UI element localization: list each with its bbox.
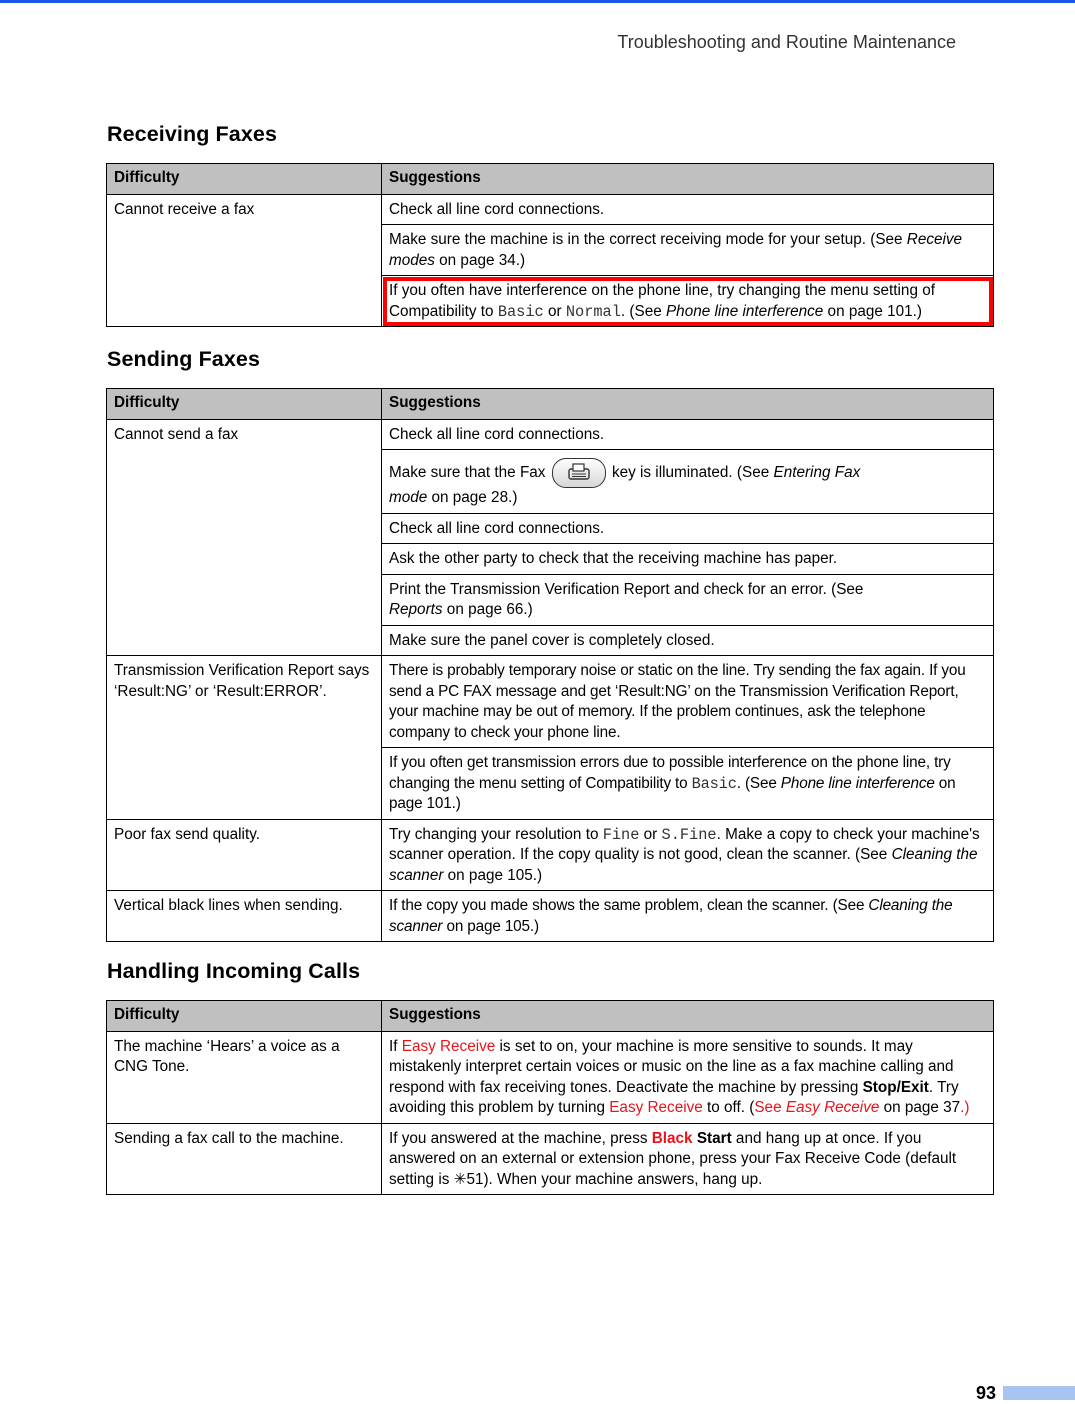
column-header-suggestions: Suggestions <box>382 164 994 195</box>
cross-reference-link[interactable]: Receive modes <box>389 231 963 269</box>
table-header-row <box>107 389 994 420</box>
suggestion-cell: Check all line cord connections. <box>382 513 994 544</box>
table-row <box>107 819 994 891</box>
highlighted-suggestion-cell: If you often have interference on the phone line, try changing the menu setting of Compatibility to Basic or Normal. (See Phone line interference on page 101.) <box>382 276 994 327</box>
difficulty-cell: The machine ‘Hears’ a voice as a CNG Tone. <box>107 1031 382 1123</box>
suggestion-cell: Try changing your resolution to Fine or S.Fine. Make a copy to check your machine's scanner operation. If the copy quality is not good, clean the scanner. (See Cleaning the scanner on page 105.) <box>382 819 994 891</box>
section-title-receiving: Receiving Faxes <box>107 122 278 146</box>
cross-reference-link[interactable]: Phone line interference <box>780 774 935 792</box>
table-header-row <box>107 164 994 195</box>
column-header-suggestions: Suggestions <box>382 1001 994 1032</box>
difficulty-cell: Cannot receive a fax <box>107 194 382 327</box>
table-row <box>107 419 994 450</box>
suggestion-cell: If you answered at the machine, press Black Start and hang up at once. If you answered on an external or extension phone, press your Fax Receive Code (default setting is ✳51). When your machine answers, hang up. <box>382 1123 994 1195</box>
difficulty-cell: Vertical black lines when sending. <box>107 891 382 942</box>
difficulty-cell: Transmission Verification Report says ‘Result:NG’ or ‘Result:ERROR’. <box>107 656 382 820</box>
suggestion-cell: Make sure the machine is in the correct receiving mode for your setup. (See Receive modes on page 34.) <box>382 225 994 276</box>
cross-reference-link[interactable]: Cleaning the scanner <box>389 846 978 884</box>
sending-table <box>106 388 994 942</box>
star-icon: ✳ <box>453 1170 467 1188</box>
difficulty-cell: Cannot send a fax <box>107 419 382 656</box>
difficulty-cell: Sending a fax call to the machine. <box>107 1123 382 1195</box>
column-header-suggestions: Suggestions <box>382 389 994 420</box>
receiving-table <box>106 163 994 327</box>
cross-reference-link[interactable]: Entering Fax <box>773 464 861 482</box>
cross-reference-link[interactable]: Easy Receive <box>785 1099 880 1116</box>
table-row <box>107 194 994 225</box>
table-row <box>107 656 994 748</box>
section-title-incoming: Handling Incoming Calls <box>107 959 361 983</box>
column-header-difficulty: Difficulty <box>107 1001 382 1032</box>
cross-reference-link[interactable]: Cleaning the scanner <box>389 897 953 935</box>
cross-reference-link[interactable]: mode <box>389 489 428 506</box>
cross-reference-link[interactable]: Reports <box>389 601 443 618</box>
page-number-bar <box>1003 1386 1075 1400</box>
top-rule <box>0 0 1075 3</box>
suggestion-cell: Make sure the panel cover is completely closed. <box>382 625 994 656</box>
table-row <box>107 1123 994 1195</box>
incoming-table <box>106 1000 994 1195</box>
suggestion-cell: There is probably temporary noise or static on the line. Try sending the fax again. If you send a PC FAX message and get ‘Result:NG’ on the Transmission Verification Report, your machine may be out of memory. If the problem continues, ask the telephone company to check your phone line. <box>382 656 994 748</box>
suggestion-cell: Check all line cord connections. <box>382 194 994 225</box>
suggestion-cell: Check all line cord connections. <box>382 419 994 450</box>
table-row <box>107 891 994 942</box>
suggestion-cell: If Easy Receive is set to on, your machine is more sensitive to sounds. It may mistakenly interpret certain voices or music on the line as a fax machine calling and respond with fax receiving tones. Deactivate the machine by pressing Stop/Exit. Try avoiding this problem by turning Easy Receive to off. (See Easy Receive on page 37.) <box>382 1031 994 1123</box>
section-title-sending: Sending Faxes <box>107 347 261 371</box>
suggestion-cell: Ask the other party to check that the receiving machine has paper. <box>382 544 994 575</box>
difficulty-cell: Poor fax send quality. <box>107 819 382 891</box>
suggestion-cell: Print the Transmission Verification Report and check for an error. (See Reports on page 66.) <box>382 574 994 625</box>
table-header-row <box>107 1001 994 1032</box>
cross-reference-link[interactable]: Phone line interference <box>665 302 824 320</box>
suggestion-cell: Make sure that the Fax key is illuminated. (See Entering Fax mode on page 28.) <box>382 450 994 514</box>
page-number: 93 <box>975 1383 996 1403</box>
running-header: Troubleshooting and Routine Maintenance <box>617 32 956 52</box>
suggestion-cell: If the copy you made shows the same problem, clean the scanner. (See Cleaning the scanner on page 105.) <box>382 891 994 942</box>
table-row <box>107 1031 994 1123</box>
fax-key-icon <box>552 458 606 488</box>
column-header-difficulty: Difficulty <box>107 164 382 195</box>
suggestion-cell: If you often get transmission errors due to possible interference on the phone line, try changing the menu setting of Compatibility to Basic. (See Phone line interference on page 101.) <box>382 748 994 820</box>
column-header-difficulty: Difficulty <box>107 389 382 420</box>
